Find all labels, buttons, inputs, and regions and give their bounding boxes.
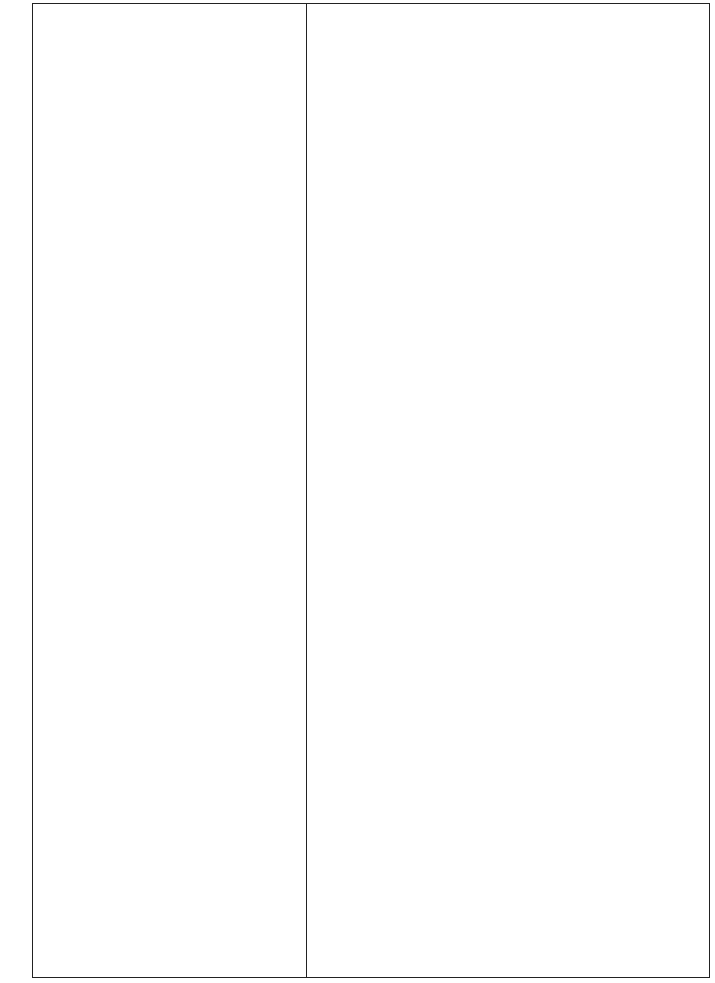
formula-sheet: [32, 3, 710, 978]
column-divider: [306, 4, 307, 977]
